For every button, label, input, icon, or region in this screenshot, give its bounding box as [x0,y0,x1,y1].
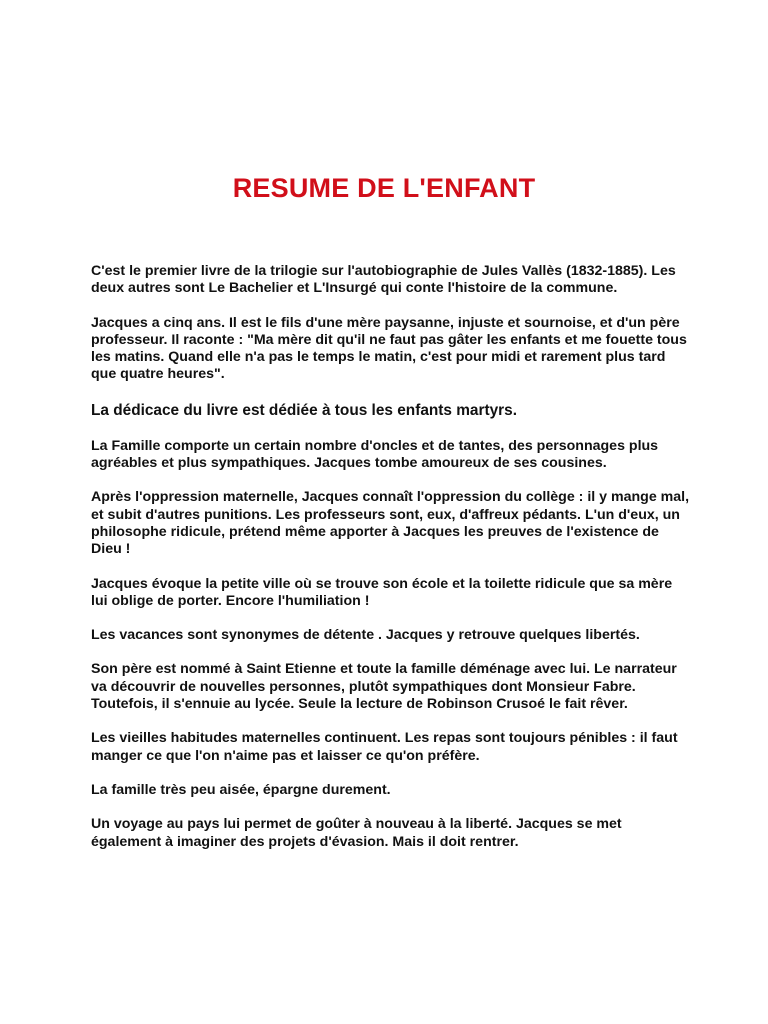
document-body [91,263,691,868]
paragraph-petite-ville: Jacques évoque la petite ville où se trouve son école et la toilette ridicule que sa mère lui oblige de porter. Encore l'humiliation ! [91,575,673,609]
paragraph-jacques: Jacques a cinq ans. Il est le fils d'une mère paysanne, injuste et sournoise, et d'un père professeur. Il raconte : "Ma mère dit qu'il ne faut pas gâter les enfants et me fouette tous les matins. Quand elle n'a pas le temps le matin, c'est pour midi et rarement plus tard que quatre heures". [91,314,687,383]
paragraph-college: Après l'oppression maternelle, Jacques connaît l'oppression du collège : il y mange mal, et subit d'autres punitions. Les professeurs sont, eux, d'affreux pédants. L'un d'eux, un philosophe ridicule, prétend même apporter à Jacques les preuves de l'existence de Dieu ! [91,489,690,558]
paragraph-intro: C'est le premier livre de la trilogie sur l'autobiographie de Jules Vallès (1832-1885). Les deux autres sont Le Bachelier et L'Insurgé qui conte l'histoire de la commune. [91,263,676,297]
paragraph-voyage: Un voyage au pays lui permet de goûter à nouveau à la liberté. Jacques se met également à imaginer des projets d'évasion. Mais il doit rentrer. [91,816,622,850]
paragraph-dedicace: La dédicace du livre est dédiée à tous les enfants martyrs. [91,401,517,419]
paragraph-famille: La Famille comporte un certain nombre d'oncles et de tantes, des personnages plus agréables et plus sympathiques. Jacques tombe amoureux de ses cousines. [91,437,659,472]
paragraph-famille-aisee: La famille très peu aisée, épargne durement. [91,781,391,798]
paragraph-vacances: Les vacances sont synonymes de détente . Jacques y retrouve quelques libertés. [91,627,640,644]
paragraph-habitudes: Les vieilles habitudes maternelles continuent. Les repas sont toujours pénibles : il faut manger ce que l'on n'aime pas et laisser ce qu'on préfère. [91,730,678,764]
document-title: RESUME DE L'ENFANT [232,173,536,203]
paragraph-saint-etienne: Son père est nommé à Saint Etienne et toute la famille déménage avec lui. Le narrateur va découvrir de nouvelles personnes, plutôt sympathiques dont Monsieur Fabre. Toutefois, il s'ennuie au lycée. Seule la lecture de Robinson Crusoé le fait rêver. [91,661,677,713]
